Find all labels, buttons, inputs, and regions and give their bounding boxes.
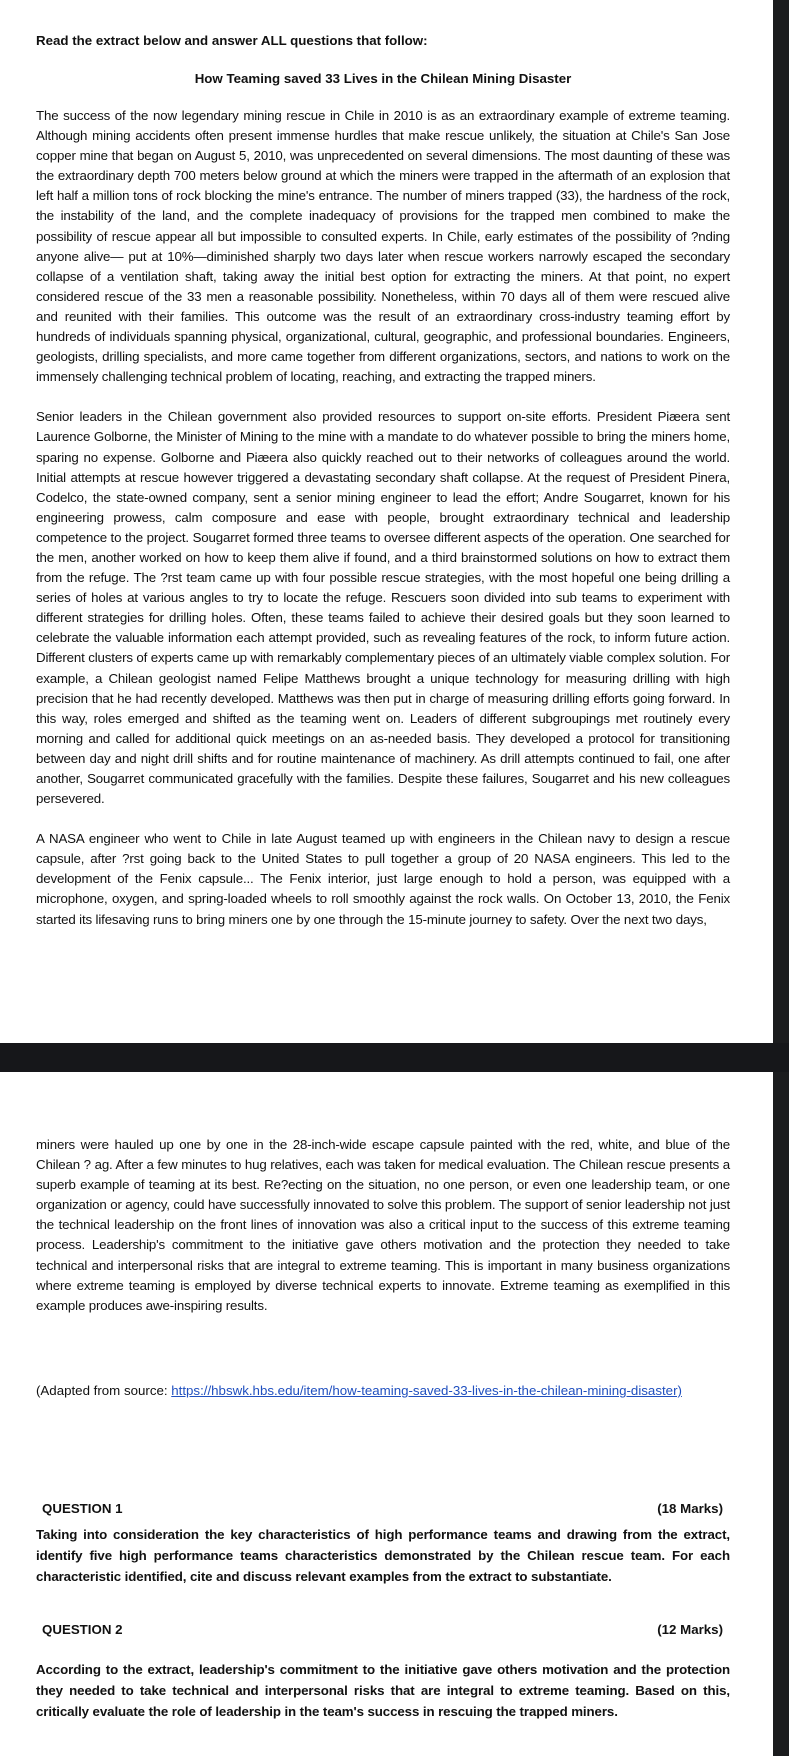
extract-body-page-1: [36, 106, 730, 930]
paragraph-4: miners were hauled up one by one in the 28-inch-wide escape capsule painted with the red, white, and blue of the Chilean ? ag. After a few minutes to hug relatives, each was taken for medical evaluation. The Chilean rescue presents a superb example of teaming at its best. Re?ecting on the situation, no one person, or even one leadership team, or one organization or agency, could have successfully innovated to solve this problem. The support of senior leadership not just the technical leadership on the front lines of innovation was also a critical input to the success of this extreme teaming process. Leadership's commitment to the initiative gave others motivation and the protection they needed to take technical and interpersonal risks that are integral to extreme teaming. This is important in many business organizations where extreme teaming is employed by diverse technical experts to innovate. Extreme teaming as exemplified in this example produces awe-inspiring results.: [36, 1137, 730, 1313]
paragraph-3: A NASA engineer who went to Chile in late August teamed up with engineers in the Chilean navy to design a rescue capsule, after ?rst going back to the United States to pull together a group of 20 NASA engineers. This led to the development of the Fenix capsule... The Fenix interior, just large enough to hold a person, was equipped with a microphone, oxygen, and spring-loaded wheels to roll smoothly against the rock walls. On October 13, 2010, the Fenix started its lifesaving runs to bring miners one by one through the 15-minute journey to safety. Over the next two days,: [36, 831, 730, 927]
question-2-label: QUESTION 2: [42, 1622, 123, 1637]
question-2-text: According to the extract, leadership's commitment to the initiative gave others motivation and the protection they needed to take technical and interpersonal risks that are integral to extreme teaming. Based on this, critically evaluate the role of leadership in the team's success in rescuing the trapped miners.: [36, 1662, 730, 1719]
page-gap: [0, 1043, 789, 1072]
question-2-header: [42, 1622, 723, 1637]
extract-title: How Teaming saved 33 Lives in the Chilean Mining Disaster: [194, 71, 572, 86]
page-edge: [757, 1072, 773, 1756]
question-1-marks: (18 Marks): [657, 1501, 723, 1516]
extract-body-page-2: [36, 1135, 730, 1316]
paragraph-2: Senior leaders in the Chilean government also provided resources to support on-site efforts. President Piæera sent Laurence Golborne, the Minister of Mining to the mine with a mandate to do whatever possible to bring the miners home, sparing no expense. Golborne and Piæera also quickly reached out to their networks of colleagues around the world. Initial attempts at rescue however triggered a devastating secondary shaft collapse. At the request of President Pinera, Codelco, the state-owned company, sent a senior mining engineer to lead the effort; Andre Sougarret, known for his engineering prowess, calm composure and ease with people, brought extraordinary technical and leadership competence to the project. Sougarret formed three teams to oversee different aspects of the operation. One searched for the men, another worked on how to keep them alive if found, and a third brainstormed solutions on how to extract them from the refuge. The ?rst team came up with four possible rescue strategies, with the most hopeful one being drilling a series of holes at various angles to try to locate the refuge. Rescuers soon divided into sub teams to experiment with different strategies for drilling holes. Often, these teams failed to achieve their desired goals but they soon learned to celebrate the valuable information each attempt provided, such as revealing features of the rock, to inform future action. Different clusters of experts came up with remarkably complementary pieces of an ultimately viable complex solution. For example, a Chilean geologist named Felipe Matthews brought a unique technology for measuring drilling with high precision that he had recently developed. Matthews was then put in charge of measuring drilling efforts going forward. In this way, roles emerged and shifted as the teaming went on. Leaders of different subgroupings met routinely every morning and called for additional quick meetings on an as-needed basis. They developed a protocol for transitioning between day and night drill shifts and for routine maintenance of machinery. As drill attempts continued to fail, one after another, Sougarret communicated gracefully with the families. Despite these failures, Sougarret and his new colleagues persevered.: [36, 409, 730, 807]
question-2-marks: (12 Marks): [657, 1622, 723, 1637]
page-edge: [757, 0, 773, 1043]
source-citation: [36, 1383, 682, 1398]
paragraph-1: The success of the now legendary mining rescue in Chile in 2010 is as an extraordinary example of extreme teaming. Although mining accidents often present immense hurdles that make rescue unlikely, the situation at Chile's San Jose copper mine that began on August 5, 2010, was unprecedented on several dimensions. The most daunting of these was the extraordinary depth 700 meters below ground at which the miners were trapped in the aftermath of an explosion that left half a million tons of rock blocking the mine's entrance. The number of miners trapped (33), the hardness of the rock, the instability of the land, and the complete inadequacy of provisions for the trapped men combined to make the possibility of rescue appear all but impossible to consulted experts. In Chile, early estimates of the possibility of ?nding anyone alive— put at 10%—diminished sharply two days later when rescue workers narrowly escaped the secondary collapse of a ventilation shaft, taking away the initial best option for extracting the miners. At that point, no expert considered rescue of the 33 men a reasonable possibility. Nonetheless, within 70 days all of them were rescued alive and reunited with their families. This outcome was the result of an extraordinary cross-industry teaming effort by hundreds of individuals spanning physical, organizational, cultural, geographic, and professional boundaries. Engineers, geologists, drilling specialists, and more came together from different organizations, sectors, and nations to work on the immensely challenging technical problem of locating, reaching, and extracting the trapped miners.: [36, 108, 730, 385]
question-1-text: Taking into consideration the key characteristics of high performance teams and drawing from the extract, identify five high performance teams characteristics demonstrated by the Chilean rescue team. For each characteristic identified, cite and discuss relevant examples from the extract to substantiate.: [36, 1527, 730, 1584]
question-1-header: [42, 1501, 723, 1516]
question-1-label: QUESTION 1: [42, 1501, 123, 1516]
source-prefix: (Adapted from source:: [36, 1383, 172, 1398]
source-link[interactable]: https://hbswk.hbs.edu/item/how-teaming-saved-33-lives-in-the-chilean-mining-disaster): [171, 1383, 682, 1398]
instruction-heading: Read the extract below and answer ALL questions that follow:: [36, 33, 428, 48]
